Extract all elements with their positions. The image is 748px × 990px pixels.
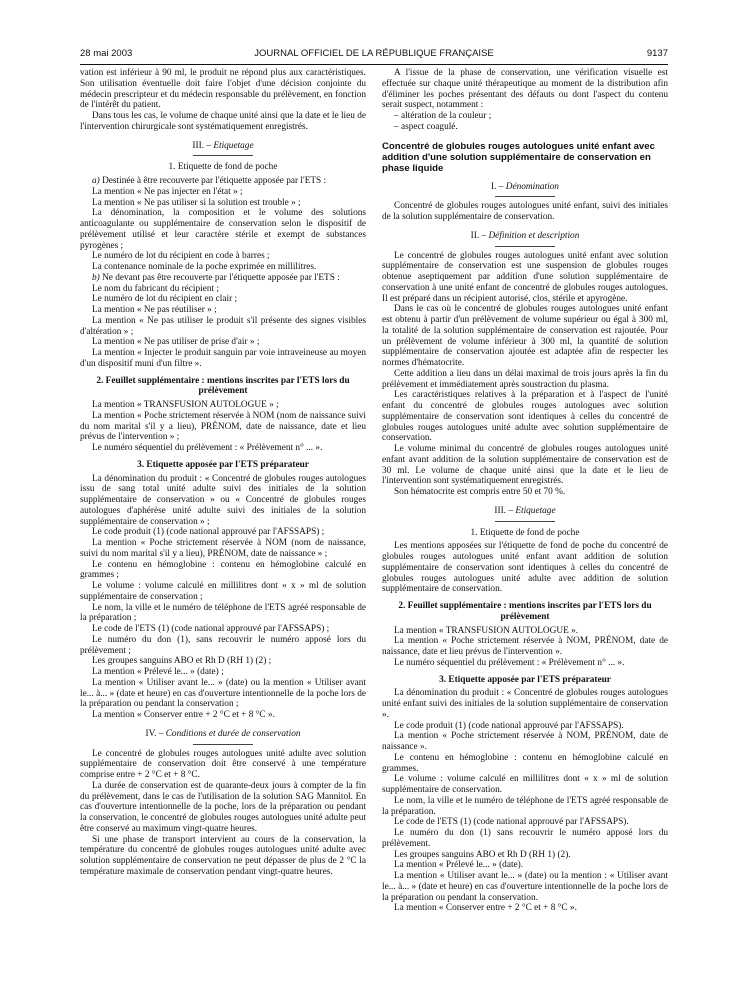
list-item: La dénomination, la composition et le volume des solutions anticoagulante ou supplémentaire de conservation selon le dispositif de prélèvement utilisé et leur caractère stérile et exempt de substances pyrogènes ; <box>80 208 366 251</box>
divider <box>193 155 253 156</box>
section-number: III. – <box>192 140 211 151</box>
divider <box>495 521 555 522</box>
list-item: La mention « Poche strictement réservée à NOM, PRÉNOM, date de naissance ». <box>382 731 668 752</box>
paragraph: A l'issue de la phase de conservation, une vérification visuelle est effectuée sur chaque unité thérapeutique au moment de la distribution afin d'éliminer les poches présentant des défauts ou dont l'aspect du contenu serait suspect, notamment : <box>382 68 668 111</box>
list-item: Le numéro de lot du récipient en code à barres ; <box>92 251 270 262</box>
list-item: Le numéro du don (1), sans recouvrir le numéro apposé lors du prélèvement ; <box>80 634 366 656</box>
list-item: Le code produit (1) (code national approuvé par l'AFSSAPS) ; <box>92 527 325 538</box>
paragraph: Les mentions apposées sur l'étiquette de fond de poche du concentré de globules rouges autologues unité enfant avant addition de solution supplémentaire de conservation sont identiques à celles du concentré de globules rouges autologues unité adulte avec addition de solution supplémentaire de conservation. <box>382 541 668 595</box>
header-date: 28 mai 2003 <box>80 48 133 59</box>
subsection-title: 2. Feuillet supplémentaire : mentions inscrites par l'ETS lors du prélèvement <box>398 601 652 622</box>
list-item: Le numéro séquentiel du prélèvement : « Prélèvement n° ... ». <box>394 657 625 668</box>
section-heading <box>80 141 366 152</box>
subsection-title: 3. Etiquette apposée par l'ETS préparateur <box>137 459 309 470</box>
paragraph <box>80 273 366 284</box>
list-item: Le code produit (1) (code national approuvé par l'AFSSAPS). <box>394 720 624 731</box>
product-title: Concentré de globules rouges autologues unité enfant avec addition d'une solution supplémentaire de conservation en phase liquide <box>382 140 655 174</box>
list-item: Le volume : volume calculé en millilitres dont « x » ml de solution supplémentaire de conservation. <box>382 774 668 795</box>
section-number: IV. – <box>145 728 164 739</box>
paragraph: Son hématocrite est compris entre 50 et 70 %. <box>394 487 566 497</box>
section-number: I. – <box>491 181 504 192</box>
header-page-number: 9137 <box>646 48 668 59</box>
list-item: La mention « Utiliser avant le... » (date) ou la mention « Utiliser avant le... à... » (date et heure) en cas d'ouverture intentionnelle de la poche lors de la préparation ou pendant la conservation ; <box>80 677 366 710</box>
right-column <box>382 68 668 914</box>
section-title: Etiquetage <box>515 505 556 516</box>
paragraph: Si une phase de transport intervient au cours de la conservation, la température du concentré de globules rouges autologues unité adulte avec solution supplémentaire de conservation ne peut dépasser de plus de 2 °C la température maximale de conservation pendant vingt-quatre heures. <box>80 834 366 877</box>
subsection-title: 1. Etiquette de fond de poche <box>470 527 580 538</box>
section-heading <box>382 506 668 517</box>
list-item: La mention « Injecter le produit sanguin par voie intraveineuse au moyen d'un dispositif muni d'un filtre ». <box>80 348 366 369</box>
paragraph: vation est inférieur à 90 ml, le produit ne répond plus aux caractéristiques. Son utilisation éventuelle doit faire l'objet d'une décision conjointe du médecin prescripteur et du médecin responsable du prélèvement, en fonction de l'intérêt du patient. <box>80 68 366 111</box>
item-text: Ne devant pas être recouverte par l'étiquette apposée par l'ETS : <box>102 272 340 283</box>
paragraph: Dans tous les cas, le volume de chaque unité ainsi que la date et le lieu de l'intervention chirurgicale sont systématiquement enregistrés. <box>80 111 366 132</box>
list-item: La mention « Poche strictement réservée à NOM (nom de naissance suivi du nom marital s'il y a lieu), PRÉNOM, date de naissance, date et lieu prévus de l'intervention » ; <box>80 410 366 443</box>
left-column <box>80 68 366 878</box>
list-item: La mention « Ne pas utiliser le produit s'il présente des signes visibles d'altération » ; <box>80 315 366 337</box>
list-item: Le contenu en hémoglobine : contenu en hémoglobine calculé en grammes ; <box>80 559 366 581</box>
list-item: Le volume : volume calculé en millilitres dont « x » ml de solution supplémentaire de conservation ; <box>80 581 366 602</box>
section-heading <box>382 231 668 242</box>
list-item: – altération de la couleur ; <box>394 111 492 121</box>
header-journal-title: JOURNAL OFFICIEL DE LA RÉPUBLIQUE FRANÇAISE <box>254 48 494 59</box>
list-item: Le numéro séquentiel du prélèvement : « Prélèvement n° ... ». <box>92 443 323 453</box>
subsection-title: 1. Etiquette de fond de poche <box>168 162 278 173</box>
paragraph: Dans le cas où le concentré de globules rouges autologues unité enfant est obtenu à partir d'un prélèvement de volume supérieur ou égal à 300 ml, la totalité de la solution supplémentaire de conservation est rajoutée. Pour un prélèvement de volume inférieur à 300 ml, la quantité de solution supplémentaire de conservation ajoutée est adaptée afin de respecter les normes d'hématocrite. <box>382 304 668 368</box>
list-item: Le nom, la ville et le numéro de téléphone de l'ETS agréé responsable de la préparation ; <box>80 602 366 624</box>
list-item: Le numéro du don (1) sans recouvrir le numéro apposé lors du prélèvement. <box>382 828 668 849</box>
list-item: La mention « Utiliser avant le... » (date) ou la mention : « Utiliser avant le... à... » (date et heure) en cas d'ouverture intentionnelle de la poche lors de la préparation ou pendant la conservation. <box>382 871 668 903</box>
item-label: a) <box>92 176 100 186</box>
list-item: La mention « TRANSFUSION AUTOLOGUE ». <box>394 625 579 636</box>
item-text: Destinée à être recouverte par l'étiquette apposée par l'ETS : <box>102 176 327 186</box>
section-title: Etiquetage <box>213 140 254 151</box>
list-item: Le code de l'ETS (1) (code national approuvé par l'AFSSAPS). <box>394 817 629 828</box>
paragraph <box>80 176 366 187</box>
list-item: La contenance nominale de la poche exprimée en millilitres. <box>92 262 317 272</box>
list-item: Le contenu en hémoglobine : contenu en hémoglobine calculé en grammes. <box>382 752 668 774</box>
subsection-title: 3. Etiquette apposée par l'ETS préparateur <box>439 674 611 685</box>
list-item: La mention « Conserver entre + 2 °C et + 8 °C ». <box>92 710 275 720</box>
list-item: Le nom du fabricant du récipient ; <box>92 283 220 294</box>
section-number: II. – <box>470 230 487 241</box>
paragraph: Le concentré de globules rouges autologues unité enfant avec solution supplémentaire de conservation est une suspension de globules rouges obtenue aseptiquement par addition d'une solution supplémentaire de conservation à une unité enfant de concentré de globules rouges autologues. Il est préparé dans un récipient autorisé, clos, stérile et apyrogène. <box>382 250 668 304</box>
paragraph: Le volume minimal du concentré de globules rouges autologues unité enfant avant addition de la solution supplémentaire de conservation est de 30 ml. Le volume de chaque unité ainsi que la date et le lieu de l'intervention sont systématiquement enregistrés. <box>382 444 668 487</box>
subsection-title: 2. Feuillet supplémentaire : mentions inscrites par l'ETS lors du prélèvement <box>96 375 350 397</box>
list-item: La mention « Ne pas utiliser de prise d'air » ; <box>92 337 260 348</box>
list-item: La mention « Ne pas injecter en l'état » ; <box>92 186 243 197</box>
header-rule <box>80 64 668 65</box>
paragraph: Le concentré de globules rouges autologues unité adulte avec solution supplémentaire de conservation doit être conservé à une température comprise entre + 2 °C et + 8 °C. <box>80 748 366 780</box>
list-item: La dénomination du produit : « Concentré de globules rouges autologues unité enfant suivi des initiales de la solution supplémentaire de conservation ». <box>382 688 668 720</box>
section-title: Conditions et durée de conservation <box>165 728 301 739</box>
list-item: Les groupes sanguins ABO et Rh D (RH 1) (2). <box>394 849 571 860</box>
paragraph: Cette addition a lieu dans un délai maximal de trois jours après la fin du prélèvement et immédiatement après soustraction du plasma. <box>382 368 668 390</box>
divider <box>495 246 555 247</box>
section-heading <box>80 729 366 740</box>
item-label: b) <box>92 272 100 283</box>
list-item: La mention « Prélevé le... » (date) ; <box>92 667 224 677</box>
list-item: La mention « Prélevé le... » (date). <box>394 860 524 871</box>
list-item: Le nom, la ville et le numéro de téléphone de l'ETS agréé responsable de la préparation. <box>382 795 668 817</box>
list-item: Les groupes sanguins ABO et Rh D (RH 1) (2) ; <box>92 656 272 667</box>
paragraph: Les caractéristiques relatives à la préparation et à l'aspect de l'unité enfant du concentré de globules rouges autologues avec solution supplémentaire de conservation sont identiques à celles du concentré de globules rouges autologues unité adulte avec solution supplémentaire de conservation. <box>382 390 668 444</box>
section-number: III. – <box>494 505 513 516</box>
section-title: Définition et description <box>488 230 580 241</box>
list-item: La dénomination du produit : « Concentré de globules rouges autologues issu de sang total unité adulte suivi des initiales de la solution supplémentaire de conservation » ou « Concentré de globules rouges autologues d'aphérèse unité adulte suivi des initiales de la solution supplémentaire de conservation » ; <box>80 473 366 527</box>
divider <box>495 196 555 197</box>
list-item: La mention « Conserver entre + 2 °C et + 8 °C ». <box>394 903 577 914</box>
list-item: La mention « TRANSFUSION AUTOLOGUE » ; <box>92 400 279 410</box>
section-heading <box>382 182 668 193</box>
page-header <box>80 48 668 62</box>
list-item: La mention « Poche strictement réservée à NOM (nom de naissance, suivi du nom marital s'il y a lieu), PRÉNOM, date de naissance » ; <box>80 538 366 559</box>
list-item: – aspect coagulé. <box>394 121 458 132</box>
paragraph: Concentré de globules rouges autologues unité enfant, suivi des initiales de la solution supplémentaire de conservation. <box>382 201 668 222</box>
list-item: La mention « Poche strictement réservée à NOM, PRÉNOM, date de naissance, date et lieu prévus de l'intervention ». <box>382 636 668 657</box>
paragraph: La durée de conservation est de quarante-deux jours à compter de la fin du prélèvement, dans le cas de l'utilisation de la solution SAG Mannitol. En cas d'ouverture intentionnelle de la poche, lors de la préparation ou pendant la conservation, le concentré de globules rouges autologues unité adulte peut être conservé au maximum vingt-quatre heures. <box>80 780 366 834</box>
list-item: Le code de l'ETS (1) (code national approuvé par l'AFSSAPS) ; <box>92 624 330 634</box>
list-item: Le numéro de lot du récipient en clair ; <box>92 294 238 305</box>
section-title: Dénomination <box>505 181 559 192</box>
divider <box>193 744 253 745</box>
list-item: La mention « Ne pas réutiliser » ; <box>92 305 217 315</box>
list-item: La mention « Ne pas utiliser si la solution est trouble » ; <box>92 197 301 208</box>
